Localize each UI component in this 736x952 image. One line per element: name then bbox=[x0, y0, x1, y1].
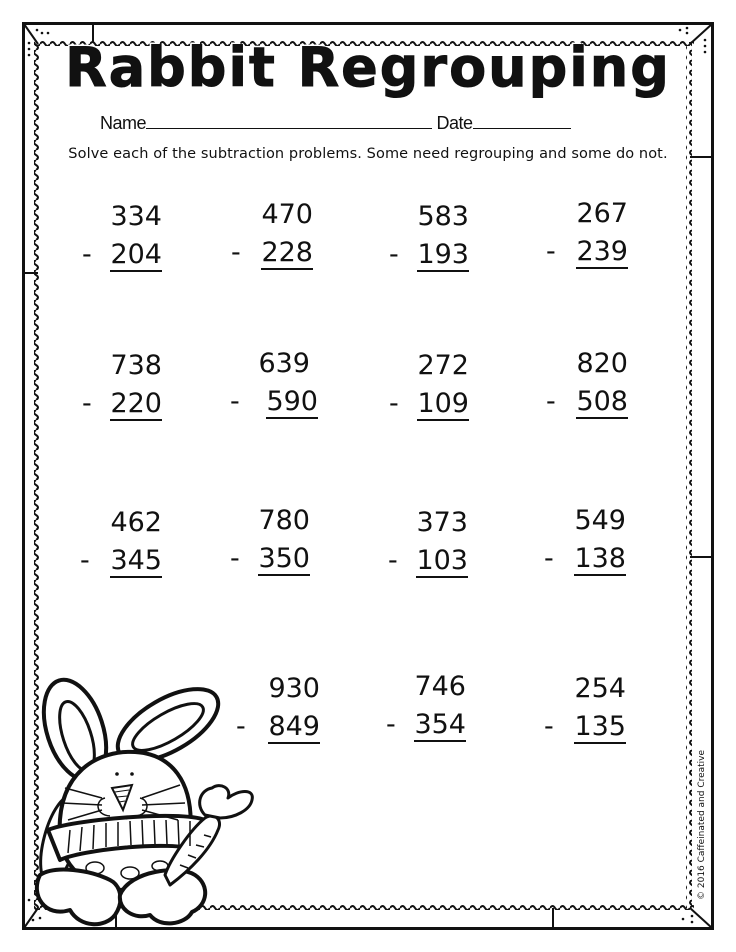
minus-sign: - bbox=[236, 711, 246, 742]
minuend: 254 bbox=[574, 673, 626, 704]
minus-sign: - bbox=[80, 545, 90, 576]
subtrahend: 135 bbox=[574, 711, 626, 742]
minus-sign: - bbox=[389, 239, 399, 270]
minus-sign: - bbox=[388, 545, 398, 576]
minus-sign: - bbox=[230, 543, 240, 574]
subtrahend: 109 bbox=[417, 388, 469, 419]
subtrahend: 508 bbox=[576, 386, 628, 417]
problem-15 bbox=[516, 675, 626, 755]
problem-9 bbox=[52, 509, 162, 589]
minus-sign: - bbox=[389, 388, 399, 419]
subtrahend: 204 bbox=[110, 239, 162, 270]
name-label: Name bbox=[100, 113, 147, 133]
minus-sign: - bbox=[230, 386, 240, 417]
minus-sign: - bbox=[82, 239, 92, 270]
problem-2 bbox=[203, 201, 313, 281]
subtrahend: 220 bbox=[110, 388, 162, 419]
minuend: 738 bbox=[110, 350, 162, 381]
problem-7 bbox=[359, 352, 469, 432]
minus-sign: - bbox=[546, 236, 556, 267]
minus-sign: - bbox=[231, 237, 241, 268]
name-date-row bbox=[100, 113, 571, 134]
problem-1 bbox=[52, 203, 162, 283]
minuend: 583 bbox=[417, 201, 469, 232]
subtrahend: 239 bbox=[576, 236, 628, 267]
problem-10 bbox=[200, 507, 310, 587]
carrot-leaves bbox=[200, 786, 253, 818]
problem-11 bbox=[358, 509, 468, 589]
subtrahend: 228 bbox=[261, 237, 313, 268]
minuend: 930 bbox=[268, 673, 320, 704]
minus-sign: - bbox=[544, 543, 554, 574]
minus-sign: - bbox=[386, 709, 396, 740]
problem-5 bbox=[52, 352, 162, 432]
minuend: 746 bbox=[414, 671, 466, 702]
minus-sign: - bbox=[544, 711, 554, 742]
subtrahend: 193 bbox=[417, 239, 469, 270]
minuend: 334 bbox=[110, 201, 162, 232]
problem-14 bbox=[356, 673, 466, 753]
subtrahend: 103 bbox=[416, 545, 468, 576]
minuend: 272 bbox=[417, 350, 469, 381]
problem-6 bbox=[208, 350, 318, 430]
minuend: 820 bbox=[576, 348, 628, 379]
minuend: 639 bbox=[258, 348, 310, 379]
bunny-illustration bbox=[20, 670, 260, 932]
bunny-left-foot bbox=[37, 870, 121, 925]
minuend: 373 bbox=[416, 507, 468, 538]
date-field[interactable] bbox=[473, 114, 571, 129]
minus-sign: - bbox=[82, 388, 92, 419]
subtrahend: 345 bbox=[110, 545, 162, 576]
date-label: Date bbox=[436, 113, 473, 133]
minuend: 470 bbox=[261, 199, 313, 230]
worksheet-title: Rabbit Regrouping bbox=[65, 36, 671, 99]
minuend: 462 bbox=[110, 507, 162, 538]
problem-3 bbox=[359, 203, 469, 283]
name-field[interactable] bbox=[146, 114, 432, 129]
subtrahend: 354 bbox=[414, 709, 466, 740]
subtrahend: 138 bbox=[574, 543, 626, 574]
minuend: 780 bbox=[258, 505, 310, 536]
instructions: Solve each of the subtraction problems. Some need regrouping and some do not. bbox=[68, 146, 668, 162]
problem-8 bbox=[518, 350, 628, 430]
problem-4 bbox=[518, 200, 628, 280]
minuend: 267 bbox=[576, 198, 628, 229]
subtrahend: 590 bbox=[266, 386, 318, 417]
copyright-notice: © 2016 Caffeinated and Creative bbox=[697, 749, 707, 900]
problem-12 bbox=[516, 507, 626, 587]
subtrahend: 350 bbox=[258, 543, 310, 574]
minuend: 549 bbox=[574, 505, 626, 536]
minus-sign: - bbox=[546, 386, 556, 417]
subtrahend: 849 bbox=[268, 711, 320, 742]
